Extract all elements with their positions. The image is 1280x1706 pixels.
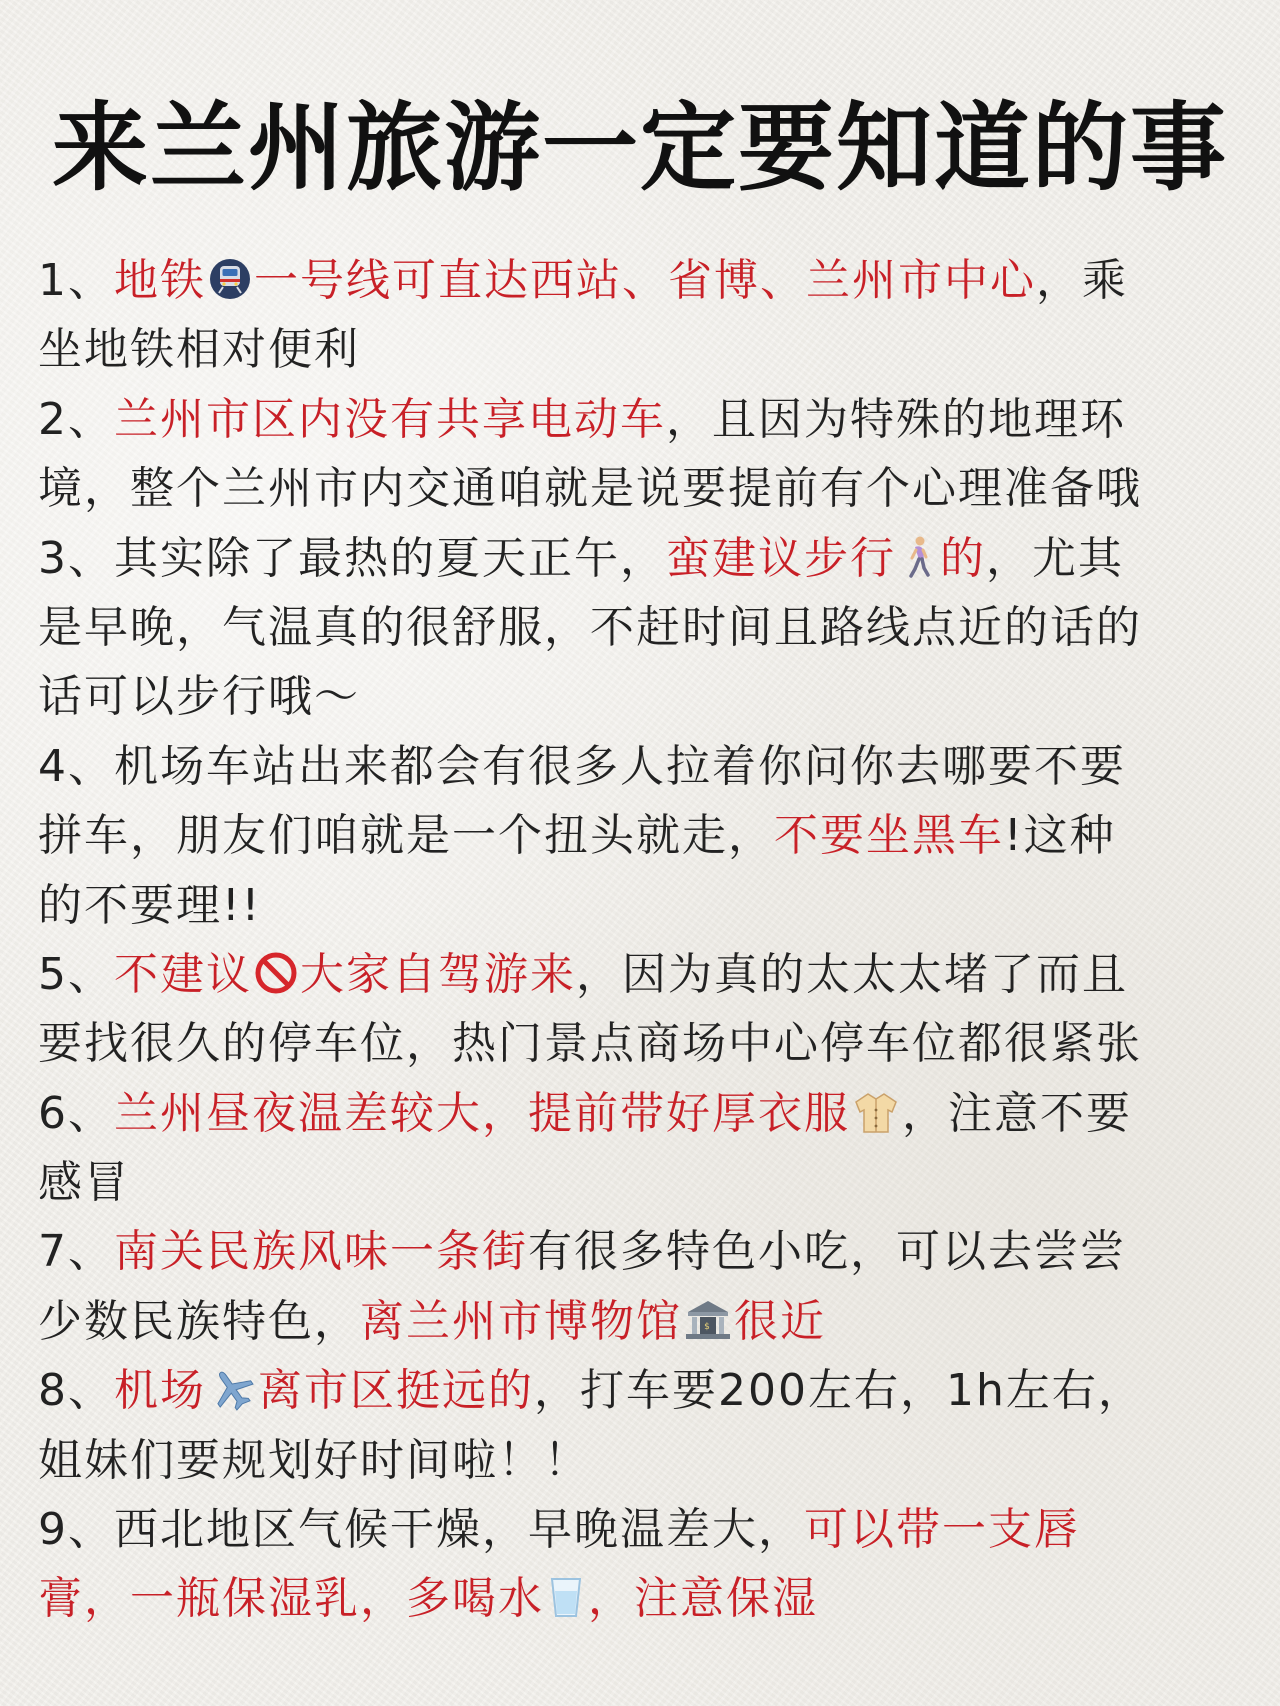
- body-text: 是早晚，气温真的很舒服，不赶时间且路线点近的话的: [38, 601, 1142, 653]
- body-text: 4、机场车站出来都会有很多人拉着你问你去哪要不要: [38, 740, 1126, 792]
- body-text: ，且因为特殊的地理环: [666, 393, 1126, 445]
- water-glass-icon: [546, 1575, 586, 1619]
- body-text: ，尤其: [986, 532, 1124, 584]
- highlight-text: 的: [940, 532, 986, 584]
- highlight-text: 蛮建议步行: [666, 532, 896, 584]
- list-item-7-line-1: [38, 1217, 1242, 1286]
- svg-text:$: $: [704, 1321, 712, 1332]
- list-item-1-line-2: [38, 315, 1242, 384]
- body-text: 坐地铁相对便利: [38, 324, 360, 376]
- list-item-9-line-1: [38, 1495, 1242, 1564]
- list-item-7-line-2: [38, 1287, 1242, 1356]
- list-item-8-line-1: [38, 1356, 1242, 1425]
- item-number: 5、: [38, 948, 114, 1000]
- list-item-3-line-1: [38, 524, 1242, 593]
- body-text: ，因为真的太太太堵了而且: [576, 948, 1128, 1000]
- body-text: 话可以步行哦～: [38, 671, 360, 723]
- walking-person-icon: [898, 535, 938, 579]
- list-item-3-line-2: [38, 593, 1242, 662]
- list-item-2-line-1: [38, 385, 1242, 454]
- item-number: 6、: [38, 1087, 114, 1139]
- highlight-text: 离市区挺远的: [258, 1365, 534, 1417]
- coat-icon: [852, 1090, 900, 1134]
- highlight-text: 很近: [734, 1295, 826, 1347]
- metro-icon: [208, 257, 252, 301]
- list-item-8-line-2: [38, 1426, 1242, 1495]
- item-number: 1、: [38, 255, 114, 306]
- list-item-1-line-1: [38, 246, 1242, 315]
- list-item-4-line-1: [38, 732, 1242, 801]
- highlight-text: 可以带一支唇: [804, 1504, 1080, 1556]
- highlight-text: 南关民族风味一条街: [114, 1226, 528, 1278]
- museum-icon: [684, 1298, 732, 1342]
- item-number: 7、: [38, 1226, 114, 1278]
- highlight-text: 兰州市区内没有共享电动车: [114, 393, 666, 445]
- list-item-4-line-3: [38, 871, 1242, 940]
- body-text: !这种: [1004, 810, 1116, 862]
- body-text: 有很多特色小吃，可以去尝尝: [528, 1226, 1126, 1278]
- body-text: 的不要理!!: [38, 879, 262, 931]
- highlight-text: 机场: [114, 1365, 206, 1417]
- body-text: ，注意不要: [902, 1087, 1132, 1139]
- highlight-text: 兰州昼夜温差较大，提前带好厚衣服: [114, 1087, 850, 1139]
- body-text: 姐妹们要规划好时间啦！！: [38, 1434, 590, 1486]
- body-text: 拼车，朋友们咱就是一个扭头就走，: [38, 810, 774, 862]
- body-text: 9、西北地区气候干燥，早晚温差大，: [38, 1504, 804, 1556]
- item-number: 2、: [38, 393, 114, 445]
- body-text: ，乘: [1036, 255, 1128, 306]
- airplane-icon: [208, 1367, 256, 1411]
- no-entry-icon: [254, 951, 298, 995]
- list-item-6-line-1: [38, 1079, 1242, 1148]
- page-title: 来兰州旅游一定要知道的事: [52, 92, 1228, 204]
- highlight-text: 一号线可直达西站、省博、兰州市中心: [254, 255, 1036, 306]
- item-number: 8、: [38, 1365, 114, 1417]
- body-text: ，打车要200左右，1h左右，: [534, 1365, 1144, 1417]
- list-item-6-line-2: [38, 1148, 1242, 1217]
- highlight-text: 不建议: [114, 948, 252, 1000]
- body-text: 境，整个兰州市内交通咱就是说要提前有个心理准备哦: [38, 463, 1142, 515]
- highlight-text: 膏，一瓶保湿乳，多喝水: [38, 1573, 544, 1625]
- list-item-5-line-1: [38, 940, 1242, 1009]
- body-text: 感冒: [38, 1157, 130, 1209]
- body-text: 少数民族特色，: [38, 1295, 360, 1347]
- highlight-text: 地铁: [114, 255, 206, 306]
- tips-list: [38, 246, 1242, 1634]
- highlight-text: ，注意保湿: [588, 1573, 818, 1625]
- list-item-2-line-2: [38, 454, 1242, 523]
- highlight-text: 大家自驾游来: [300, 948, 576, 1000]
- body-text: 要找很久的停车位，热门景点商场中心停车位都很紧张: [38, 1018, 1142, 1070]
- list-item-3-line-3: [38, 662, 1242, 731]
- list-item-4-line-2: [38, 801, 1242, 870]
- highlight-text: 离兰州市博物馆: [360, 1295, 682, 1347]
- list-item-5-line-2: [38, 1009, 1242, 1078]
- highlight-text: 不要坐黑车: [774, 810, 1004, 862]
- list-item-9-line-2: [38, 1564, 1242, 1633]
- body-text: 3、其实除了最热的夏天正午，: [38, 532, 666, 584]
